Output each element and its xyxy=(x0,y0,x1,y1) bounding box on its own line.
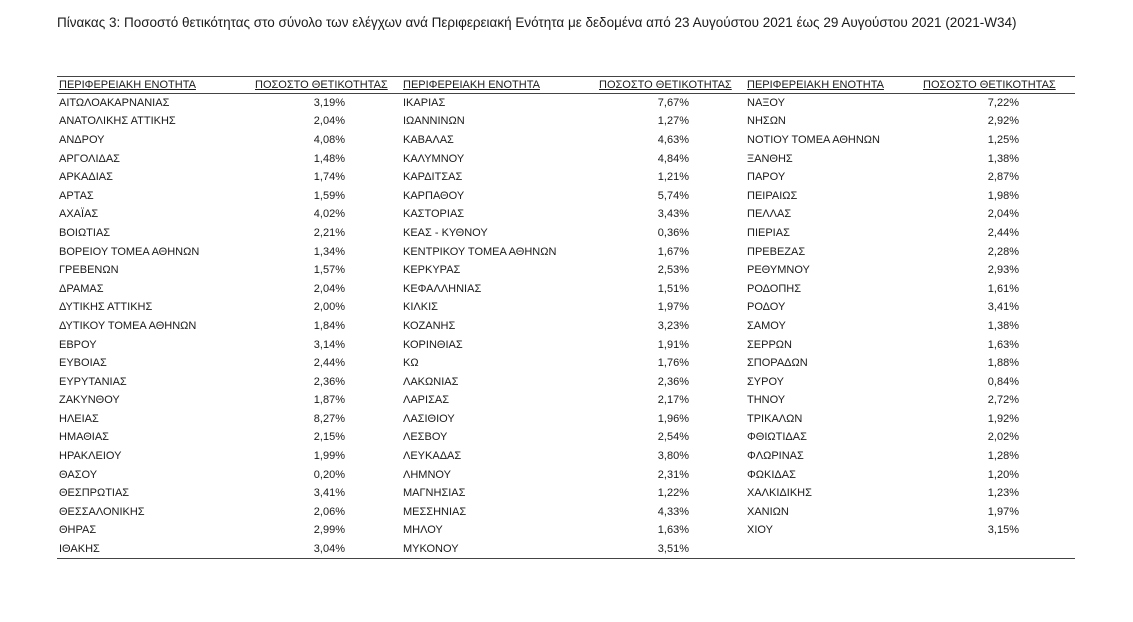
region-name-3: ΧΑΝΙΩΝ xyxy=(747,505,789,518)
positivity-value-3: 2,92% xyxy=(987,115,1019,128)
table-row xyxy=(57,317,1075,336)
region-name-3: ΡΕΘΥΜΝΟΥ xyxy=(747,264,810,277)
positivity-value-2: 2,54% xyxy=(657,431,689,444)
region-name-1: ΘΕΣΣΑΛΟΝΙΚΗΣ xyxy=(59,505,145,518)
table-row xyxy=(57,465,1075,484)
region-name-3: ΝΗΣΩΝ xyxy=(747,115,786,128)
table-row xyxy=(57,112,1075,131)
table-row xyxy=(57,428,1075,447)
region-name-3: ΞΑΝΘΗΣ xyxy=(747,152,793,165)
region-name-1: ΘΑΣΟΥ xyxy=(59,468,98,481)
table-body xyxy=(57,94,1075,559)
positivity-value-1: 1,87% xyxy=(313,394,345,407)
positivity-value-2: 4,84% xyxy=(657,152,689,165)
positivity-value-2: 2,17% xyxy=(657,394,689,407)
region-name-2: ΛΑΣΙΘΙΟΥ xyxy=(403,412,455,425)
region-name-2: ΚΑΣΤΟΡΙΑΣ xyxy=(403,208,465,221)
positivity-value-1: 2,99% xyxy=(313,524,345,537)
positivity-value-3: 2,02% xyxy=(987,431,1019,444)
region-name-1: ΒΟΙΩΤΙΑΣ xyxy=(59,226,111,239)
table-row xyxy=(57,354,1075,373)
region-name-3: ΦΩΚΙΔΑΣ xyxy=(747,468,796,481)
positivity-value-1: 1,84% xyxy=(313,319,345,332)
region-name-3: ΠΑΡΟΥ xyxy=(747,171,786,184)
table-row xyxy=(57,447,1075,466)
region-name-1: ΙΘΑΚΗΣ xyxy=(57,540,253,559)
positivity-value-1: 4,08% xyxy=(313,133,345,146)
table-row xyxy=(57,261,1075,280)
table-caption: Πίνακας 3: Ποσοστό θετικότητας στο σύνολο των ελέγχων ανά Περιφερειακή Ενότητα με δεδομένα από 23 Αυγούστου 2021 έως 29 Αυγούστου 2021 (2021-W34) xyxy=(57,15,1017,30)
positivity-value-2: 2,31% xyxy=(657,468,689,481)
region-name-1: ΑΝΔΡΟΥ xyxy=(59,133,105,146)
positivity-value-2: 1,51% xyxy=(657,282,689,295)
positivity-value-1: 1,74% xyxy=(313,171,345,184)
region-name-1: ΗΜΑΘΙΑΣ xyxy=(59,431,109,444)
table-row xyxy=(57,521,1075,540)
region-name-1: ΕΒΡΟΥ xyxy=(59,338,97,351)
positivity-value-3: 3,15% xyxy=(987,524,1019,537)
region-name-2: ΜΥΚΟΝΟΥ xyxy=(401,540,597,559)
region-name-1: ΔΥΤΙΚΗΣ ΑΤΤΙΚΗΣ xyxy=(59,301,153,314)
positivity-value-1: 3,14% xyxy=(313,338,345,351)
region-name-1: ΔΥΤΙΚΟΥ ΤΟΜΕΑ ΑΘΗΝΩΝ xyxy=(59,319,197,332)
region-name-3: ΧΙΟΥ xyxy=(747,524,773,537)
positivity-value-1: 1,59% xyxy=(313,189,345,202)
positivity-value-3: 0,84% xyxy=(987,375,1019,388)
positivity-value-1: 2,44% xyxy=(313,357,345,370)
positivity-value-2: 5,74% xyxy=(657,189,689,202)
positivity-table xyxy=(57,76,1075,559)
positivity-value-3: 1,98% xyxy=(987,189,1019,202)
table-row xyxy=(57,168,1075,187)
header-region-3: ΠΕΡΙΦΕΡΕΙΑΚΗ ΕΝΟΤΗΤΑ xyxy=(745,77,921,94)
positivity-value-1: 1,99% xyxy=(313,450,345,463)
positivity-value-3: 1,38% xyxy=(987,319,1019,332)
region-name-2: ΛΑΡΙΣΑΣ xyxy=(403,394,450,407)
region-name-2: ΚΑΒΑΛΑΣ xyxy=(403,133,454,146)
positivity-value-2: 4,63% xyxy=(657,133,689,146)
region-name-2: ΚΙΛΚΙΣ xyxy=(403,301,438,314)
region-name-1: ΓΡΕΒΕΝΩΝ xyxy=(59,264,119,277)
positivity-value-3: 1,88% xyxy=(987,357,1019,370)
positivity-value-2: 1,21% xyxy=(657,171,689,184)
positivity-value-2: 3,43% xyxy=(657,208,689,221)
positivity-value-3: 2,87% xyxy=(987,171,1019,184)
positivity-value-1: 4,02% xyxy=(313,208,345,221)
positivity-value-3: 1,38% xyxy=(987,152,1019,165)
positivity-value-1: 1,34% xyxy=(313,245,345,258)
table-row xyxy=(57,94,1075,113)
region-name-3: ΣΠΟΡΑΔΩΝ xyxy=(747,357,808,370)
region-name-1: ΑΝΑΤΟΛΙΚΗΣ ΑΤΤΙΚΗΣ xyxy=(59,115,176,128)
positivity-value-1: 2,36% xyxy=(313,375,345,388)
positivity-value-3: 2,72% xyxy=(987,394,1019,407)
positivity-value-2: 1,63% xyxy=(657,524,689,537)
region-name-1: ΔΡΑΜΑΣ xyxy=(59,282,104,295)
positivity-value-1: 2,04% xyxy=(313,115,345,128)
region-name-3: ΣΑΜΟΥ xyxy=(747,319,786,332)
region-name-2: ΚΕΦΑΛΛΗΝΙΑΣ xyxy=(403,282,482,295)
positivity-value-1: 2,06% xyxy=(313,505,345,518)
region-name-2: ΚΑΛΥΜΝΟΥ xyxy=(403,152,465,165)
region-name-3: ΤΡΙΚΑΛΩΝ xyxy=(747,412,803,425)
positivity-value-3: 2,04% xyxy=(987,208,1019,221)
positivity-value-3: 1,97% xyxy=(987,505,1019,518)
region-name-2: ΛΕΥΚΑΔΑΣ xyxy=(403,450,462,463)
positivity-value-2: 1,91% xyxy=(657,338,689,351)
region-name-2: ΚΟΖΑΝΗΣ xyxy=(403,319,456,332)
positivity-value-2: 2,36% xyxy=(657,375,689,388)
region-name-2: ΚΕΡΚΥΡΑΣ xyxy=(403,264,461,277)
region-name-2: ΜΗΛΟΥ xyxy=(403,524,443,537)
table-row xyxy=(57,540,1075,559)
region-name-2: ΚΑΡΠΑΘΟΥ xyxy=(403,189,465,202)
positivity-value-2: 7,67% xyxy=(657,97,689,110)
table-header-row xyxy=(57,77,1075,94)
region-name-2: ΚΕΑΣ - ΚΥΘΝΟΥ xyxy=(403,226,488,239)
table-row xyxy=(57,279,1075,298)
positivity-value-3: 1,23% xyxy=(987,487,1019,500)
header-positivity-2: ΠΟΣΟΣΤΟ ΘΕΤΙΚΟΤΗΤΑΣ xyxy=(597,77,745,94)
region-name-1: ΑΡΤΑΣ xyxy=(59,189,94,202)
positivity-value-1: 2,00% xyxy=(313,301,345,314)
header-positivity-3: ΠΟΣΟΣΤΟ ΘΕΤΙΚΟΤΗΤΑΣ xyxy=(921,77,1075,94)
region-name-3: ΠΙΕΡΙΑΣ xyxy=(747,226,790,239)
table-row xyxy=(57,149,1075,168)
positivity-value-2: 1,67% xyxy=(657,245,689,258)
table-row xyxy=(57,224,1075,243)
region-name-3: ΣΕΡΡΩΝ xyxy=(747,338,792,351)
positivity-value-2: 1,76% xyxy=(657,357,689,370)
region-name-3: ΠΕΙΡΑΙΩΣ xyxy=(747,189,798,202)
positivity-value-1: 2,15% xyxy=(313,431,345,444)
positivity-value-3: 1,20% xyxy=(987,468,1019,481)
region-name-2: ΚΩ xyxy=(403,357,419,370)
region-name-3: ΡΟΔΟΠΗΣ xyxy=(747,282,802,295)
positivity-value-2: 1,96% xyxy=(657,412,689,425)
region-name-1: ΑΡΚΑΔΙΑΣ xyxy=(59,171,113,184)
positivity-value-2: 4,33% xyxy=(657,505,689,518)
positivity-value-2: 1,22% xyxy=(657,487,689,500)
positivity-value-1: 3,19% xyxy=(313,97,345,110)
header-region-2: ΠΕΡΙΦΕΡΕΙΑΚΗ ΕΝΟΤΗΤΑ xyxy=(401,77,597,94)
positivity-value-2: 0,36% xyxy=(657,226,689,239)
positivity-value-3: 2,93% xyxy=(987,264,1019,277)
region-name-2: ΚΑΡΔΙΤΣΑΣ xyxy=(403,171,463,184)
region-name-1: ΗΡΑΚΛΕΙΟΥ xyxy=(59,450,122,463)
region-name-3: ΧΑΛΚΙΔΙΚΗΣ xyxy=(747,487,812,500)
table-row xyxy=(57,484,1075,503)
positivity-value-2: 3,80% xyxy=(657,450,689,463)
positivity-value-1: 3,04% xyxy=(253,540,401,559)
region-name-2: ΙΚΑΡΙΑΣ xyxy=(403,97,446,110)
positivity-value-3: 2,44% xyxy=(987,226,1019,239)
positivity-value-1: 1,57% xyxy=(313,264,345,277)
region-name-1: ΘΕΣΠΡΩΤΙΑΣ xyxy=(59,487,130,500)
region-name-3: ΣΥΡΟΥ xyxy=(747,375,785,388)
positivity-value-3: 1,25% xyxy=(987,133,1019,146)
positivity-value-1: 3,41% xyxy=(313,487,345,500)
positivity-value-2: 2,53% xyxy=(657,264,689,277)
table-row xyxy=(57,391,1075,410)
region-name-1: ΒΟΡΕΙΟΥ ΤΟΜΕΑ ΑΘΗΝΩΝ xyxy=(59,245,200,258)
positivity-value-1: 0,20% xyxy=(313,468,345,481)
table-row xyxy=(57,186,1075,205)
region-name-3: ΠΡΕΒΕΖΑΣ xyxy=(747,245,806,258)
region-name-1: ΑΙΤΩΛΟΑΚΑΡΝΑΝΙΑΣ xyxy=(59,97,170,110)
table-row xyxy=(57,503,1075,522)
region-name-1: ΕΥΒΟΙΑΣ xyxy=(59,357,107,370)
region-name-3: ΝΟΤΙΟΥ ΤΟΜΕΑ ΑΘΗΝΩΝ xyxy=(747,133,880,146)
positivity-value-1: 2,04% xyxy=(313,282,345,295)
region-name-3: ΤΗΝΟΥ xyxy=(747,394,786,407)
positivity-value-3: 1,61% xyxy=(987,282,1019,295)
positivity-value-3: 2,28% xyxy=(987,245,1019,258)
positivity-value-2: 3,51% xyxy=(597,540,745,559)
table-row xyxy=(57,410,1075,429)
positivity-value-3: 1,28% xyxy=(987,450,1019,463)
positivity-value-3 xyxy=(921,540,1075,559)
region-name-3: ΦΛΩΡΙΝΑΣ xyxy=(747,450,804,463)
region-name-2: ΛΕΣΒΟΥ xyxy=(403,431,448,444)
region-name-2: ΛΗΜΝΟΥ xyxy=(403,468,451,481)
positivity-value-1: 1,48% xyxy=(313,152,345,165)
region-name-1: ΑΡΓΟΛΙΔΑΣ xyxy=(59,152,120,165)
positivity-value-1: 8,27% xyxy=(313,412,345,425)
region-name-1: ΗΛΕΙΑΣ xyxy=(59,412,99,425)
header-positivity-1: ΠΟΣΟΣΤΟ ΘΕΤΙΚΟΤΗΤΑΣ xyxy=(253,77,401,94)
table-row xyxy=(57,298,1075,317)
region-name-2: ΛΑΚΩΝΙΑΣ xyxy=(403,375,459,388)
positivity-value-2: 1,97% xyxy=(657,301,689,314)
region-name-2: ΜΕΣΣΗΝΙΑΣ xyxy=(403,505,467,518)
table-row xyxy=(57,372,1075,391)
positivity-value-2: 1,27% xyxy=(657,115,689,128)
positivity-value-3: 1,63% xyxy=(987,338,1019,351)
header-region-1: ΠΕΡΙΦΕΡΕΙΑΚΗ ΕΝΟΤΗΤΑ xyxy=(57,77,253,94)
positivity-value-3: 3,41% xyxy=(987,301,1019,314)
positivity-value-3: 1,92% xyxy=(987,412,1019,425)
region-name-1: ΘΗΡΑΣ xyxy=(59,524,97,537)
positivity-value-1: 2,21% xyxy=(313,226,345,239)
table-row xyxy=(57,131,1075,150)
region-name-2: ΚΕΝΤΡΙΚΟΥ ΤΟΜΕΑ ΑΘΗΝΩΝ xyxy=(403,245,557,258)
table-row xyxy=(57,335,1075,354)
region-name-1: ΕΥΡΥΤΑΝΙΑΣ xyxy=(59,375,127,388)
region-name-3: ΠΕΛΛΑΣ xyxy=(747,208,792,221)
positivity-value-3: 7,22% xyxy=(987,97,1019,110)
region-name-1: ΖΑΚΥΝΘΟΥ xyxy=(59,394,120,407)
positivity-value-2: 3,23% xyxy=(657,319,689,332)
region-name-2: ΜΑΓΝΗΣΙΑΣ xyxy=(403,487,466,500)
region-name-3: ΦΘΙΩΤΙΔΑΣ xyxy=(747,431,807,444)
region-name-2: ΚΟΡΙΝΘΙΑΣ xyxy=(403,338,463,351)
region-name-3: ΝΑΞΟΥ xyxy=(747,97,785,110)
table-row xyxy=(57,242,1075,261)
region-name-1: ΑΧΑΪΑΣ xyxy=(59,208,99,221)
table-row xyxy=(57,205,1075,224)
region-name-3: ΡΟΔΟΥ xyxy=(747,301,786,314)
region-name-2: ΙΩΑΝΝΙΝΩΝ xyxy=(403,115,465,128)
region-name-3 xyxy=(745,540,921,559)
